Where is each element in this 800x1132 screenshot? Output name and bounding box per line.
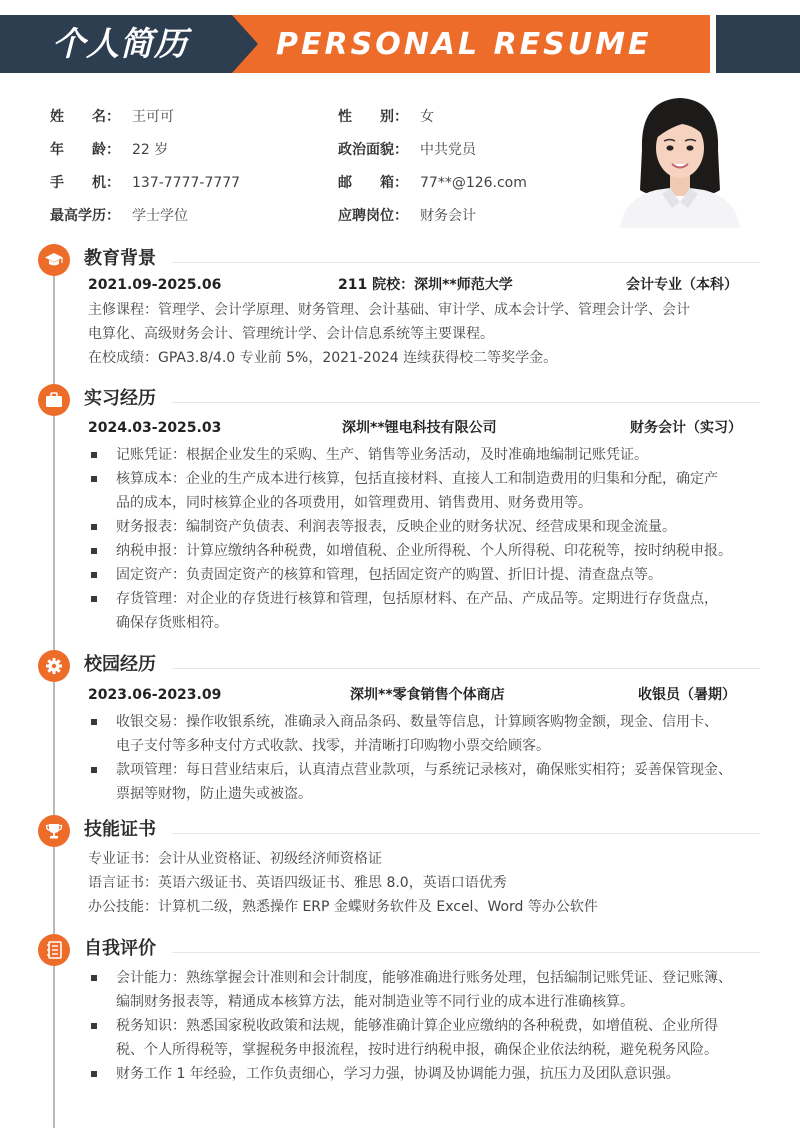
section-internship — [38, 384, 760, 418]
graduation-cap-icon — [38, 244, 70, 276]
text-line: 核算成本：企业的生产成本进行核算，包括直接材料、直接人工和制造费用的归集和分配，确定产 — [116, 471, 718, 487]
info-label-age: 年 龄： — [50, 142, 120, 158]
education-details — [88, 298, 760, 370]
section-divider — [172, 833, 760, 834]
section-skills — [38, 815, 760, 849]
text-line: 会计能力：熟练掌握会计准则和会计制度，能够准确进行账务处理，包括编制记账凭证、登记账簿、 — [116, 970, 732, 986]
text-line: 品的成本，同时核算企业的各项费用，如管理费用、销售费用、财务费用等。 — [116, 495, 592, 511]
list-item — [88, 587, 760, 635]
section-divider — [172, 262, 760, 263]
section-divider — [172, 402, 760, 403]
section-campus — [38, 650, 760, 684]
section-education — [38, 244, 760, 278]
education-period: 2021.09-2025.06 — [88, 277, 222, 293]
text-line: 税、个人所得税等，掌握税务申报流程，按时进行纳税申报，确保企业依法纳税，避免税务风险。 — [116, 1042, 718, 1058]
notebook-icon — [38, 934, 70, 966]
text-line: 电算化、高级财务会计、管理统计学、会计信息系统等主要课程。 — [88, 326, 494, 342]
internship-role: 财务会计（实习） — [630, 420, 742, 436]
info-label-position: 应聘岗位： — [338, 208, 408, 224]
section-title: 教育背景 — [84, 248, 156, 269]
info-value-email: 77**@126.com — [420, 175, 527, 191]
info-label-degree: 最高学历： — [50, 208, 120, 224]
section-title: 校园经历 — [84, 654, 156, 675]
portrait-illustration — [612, 90, 748, 228]
text-line: 税务知识：熟悉国家税收政策和法规，能够准确计算企业应缴纳的各种税费，如增值税、企业所得 — [116, 1018, 718, 1034]
text-line: 财务工作 1 年经验，工作负责细心，学习力强，协调及协调能力强，抗压力及团队意识强。 — [116, 1066, 680, 1082]
text-line: 款项管理：每日营业结束后，认真清点营业款项，与系统记录核对，确保账实相符；妥善保管现金、 — [116, 762, 732, 778]
header-title-cn: 个人简历 — [52, 24, 188, 63]
text-line: 确保存货账相符。 — [116, 615, 228, 631]
profile-photo — [612, 90, 748, 228]
info-value-degree: 学士学位 — [132, 208, 188, 224]
text-line: 编制财务报表等，精通成本核算方法，能对制造业等不同行业的成本进行准确核算。 — [116, 994, 634, 1010]
text-line: 收银交易：操作收银系统，准确录入商品条码、数量等信息，计算顾客购物金额，现金、信用卡、 — [116, 714, 718, 730]
section-title: 实习经历 — [84, 388, 156, 409]
section-divider — [172, 952, 760, 953]
text-line: 主修课程：管理学、会计学原理、财务管理、会计基础、审计学、成本会计学、管理会计学、会计 — [88, 302, 690, 318]
list-item — [88, 539, 760, 563]
section-evaluation — [38, 934, 760, 968]
list-item — [88, 515, 760, 539]
info-value-age: 22 岁 — [132, 142, 169, 158]
list-item — [88, 563, 760, 587]
education-entry-head — [88, 274, 760, 296]
info-label-email: 邮 箱： — [338, 175, 408, 191]
list-item — [88, 467, 760, 515]
header-dark-band-right — [716, 15, 800, 73]
info-value-phone: 137-7777-7777 — [132, 175, 241, 191]
internship-bullets — [88, 443, 760, 635]
campus-company: 深圳**零食销售个体商店 — [350, 687, 505, 703]
info-value-politics: 中共党员 — [420, 142, 476, 158]
info-value-name: 王可可 — [132, 109, 174, 125]
info-value-position: 财务会计 — [420, 208, 476, 224]
trophy-icon — [38, 815, 70, 847]
campus-period: 2023.06-2023.09 — [88, 687, 222, 703]
list-item — [88, 966, 760, 1014]
section-title: 技能证书 — [84, 819, 156, 840]
header-title-en: PERSONAL RESUME — [276, 27, 652, 62]
text-line: 记账凭证：根据企业发生的采购、生产、销售等业务活动，及时准确地编制记账凭证。 — [116, 447, 648, 463]
text-line: 语言证书：英语六级证书、英语四级证书、雅思 8.0，英语口语优秀 — [88, 875, 507, 891]
section-divider — [172, 668, 760, 669]
text-line: 固定资产：负责固定资产的核算和管理，包括固定资产的购置、折旧计提、清查盘点等。 — [116, 567, 662, 583]
internship-company: 深圳**锂电科技有限公司 — [342, 420, 497, 436]
info-label-name: 姓 名： — [50, 109, 120, 125]
text-line: 存货管理：对企业的存货进行核算和管理，包括原材料、在产品、产成品等。定期进行存货盘点， — [116, 591, 718, 607]
campus-role: 收银员（暑期） — [638, 687, 736, 703]
internship-entry-head — [88, 417, 760, 439]
info-value-gender: 女 — [420, 109, 434, 125]
list-item — [88, 443, 760, 467]
text-line: 纳税申报：计算应缴纳各种税费，如增值税、企业所得税、个人所得税、印花税等，按时纳税申报。 — [116, 543, 732, 559]
resume-header — [0, 15, 800, 73]
education-major: 会计专业（本科） — [626, 277, 738, 293]
text-line: 电子支付等多种支付方式收款、找零，并清晰打印购物小票交给顾客。 — [116, 738, 550, 754]
campus-entry-head — [88, 684, 760, 706]
info-label-politics: 政治面貌： — [338, 142, 408, 158]
list-item — [88, 1062, 760, 1086]
text-line: 财务报表：编制资产负债表、利润表等报表，反映企业的财务状况、经营成果和现金流量。 — [116, 519, 676, 535]
education-school: 211 院校：深圳**师范大学 — [338, 277, 513, 293]
list-item — [88, 758, 760, 806]
info-label-phone: 手 机： — [50, 175, 120, 191]
text-line: 在校成绩：GPA3.8/4.0 专业前 5%，2021-2024 连续获得校二等奖学金。 — [88, 350, 558, 366]
list-item — [88, 1014, 760, 1062]
skills-details — [88, 847, 760, 919]
gear-icon — [38, 650, 70, 682]
evaluation-bullets — [88, 966, 760, 1086]
briefcase-icon — [38, 384, 70, 416]
list-item — [88, 710, 760, 758]
internship-period: 2024.03-2025.03 — [88, 420, 222, 436]
text-line: 专业证书：会计从业资格证、初级经济师资格证 — [88, 851, 382, 867]
campus-bullets — [88, 710, 760, 806]
info-label-gender: 性 别： — [338, 109, 408, 125]
section-title: 自我评价 — [84, 938, 156, 959]
text-line: 票据等财物，防止遗失或被盗。 — [116, 786, 312, 802]
text-line: 办公技能：计算机二级，熟悉操作 ERP 金蝶财务软件及 Excel、Word 等办公软件 — [88, 899, 598, 915]
